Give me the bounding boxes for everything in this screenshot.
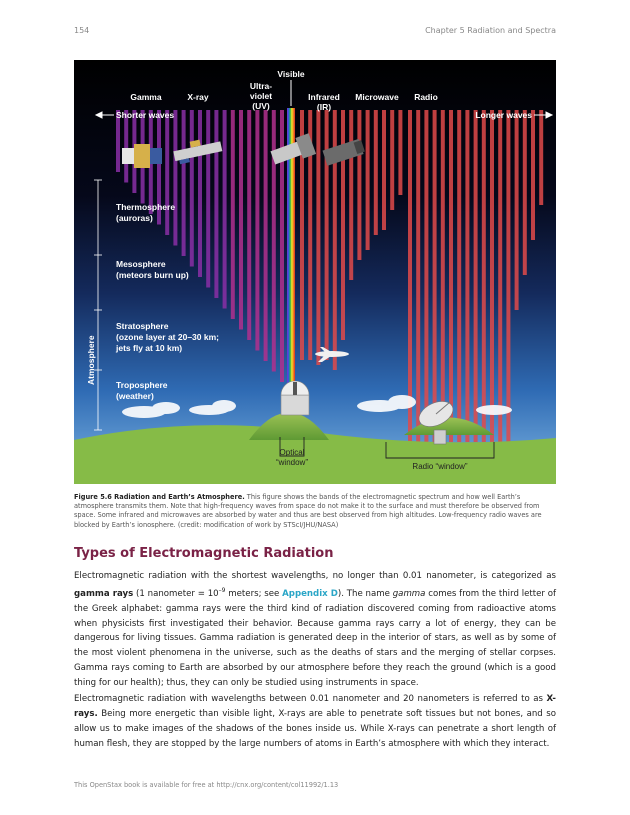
band-uv-3: (UV): [252, 101, 270, 111]
spectrum-stripe: [357, 110, 361, 260]
term-xrays: X-rays.: [74, 694, 556, 719]
appendix-d-link[interactable]: Appendix D: [282, 588, 338, 599]
spectrum-stripe: [182, 110, 186, 256]
spectrum-stripe: [457, 110, 461, 442]
spectrum-stripe: [441, 110, 445, 442]
spectrum-stripe: [408, 110, 412, 442]
spectrum-stripe: [449, 110, 453, 442]
spectrum-stripe: [272, 110, 276, 372]
spectrum-stripe: [198, 110, 202, 277]
section-title: Types of Electromagnetic Radiation: [74, 546, 334, 561]
spectrum-stripe: [506, 110, 510, 442]
stratosphere-label: Stratosphere: [116, 321, 169, 331]
spectrum-stripe: [239, 110, 243, 330]
spectrum-stripe: [490, 110, 494, 442]
spectrum-stripe: [173, 110, 177, 246]
band-uv-1: Ultra-: [249, 81, 273, 91]
spectrum-stripe: [316, 110, 320, 365]
para1-text-2: (1 nanometer = 10: [133, 588, 219, 599]
stratosphere-note-2: jets fly at 10 km): [116, 343, 183, 353]
para1-text-4: ). The name: [337, 588, 393, 599]
spectrum-stripe: [465, 110, 469, 442]
spectrum-stripe: [231, 110, 235, 319]
mesosphere-note: (meteors burn up): [116, 270, 189, 280]
mesosphere-label: Mesosphere: [116, 259, 166, 269]
para2-text-1: Electromagnetic radiation with wavelengths between 0.01 nanometer and 20 nanometers is referred to as: [74, 694, 547, 704]
figure-caption: [74, 493, 556, 530]
spectrum-stripe: [247, 110, 251, 340]
optical-window-label-1: Optical: [279, 448, 305, 457]
spectrum-stripe: [165, 110, 169, 235]
atmosphere-label: Atmosphere: [86, 335, 96, 385]
spectrum-stripe: [515, 110, 519, 310]
spectrum-stripe: [325, 110, 329, 360]
spectrum-stripe: [474, 110, 478, 442]
band-visible: Visible: [277, 69, 305, 79]
spectrum-stripe: [390, 110, 394, 210]
spectrum-stripe: [349, 110, 353, 280]
band-xray: X-ray: [187, 92, 209, 102]
radio-window-label: Radio “window”: [412, 462, 468, 471]
spectrum-stripe: [539, 110, 543, 205]
band-ir-2: (IR): [316, 102, 332, 112]
troposphere-note: (weather): [116, 391, 154, 401]
spectrum-stripe: [374, 110, 378, 235]
spectrum-stripe: [433, 110, 437, 442]
spectrum-stripe: [190, 110, 194, 267]
band-ir-1: Infrared: [308, 92, 340, 102]
spectrum-stripe: [124, 110, 128, 183]
optical-window-label-2: “window”: [275, 458, 309, 467]
caption-label: Figure 5.6 Radiation and Earth’s Atmosphere.: [74, 493, 245, 501]
spectrum-stripe: [223, 110, 227, 309]
term-gamma-italic: gamma: [392, 588, 426, 599]
spectrum-stripe: [498, 110, 502, 442]
paragraph-xray: [74, 692, 556, 752]
troposphere-label: Troposphere: [116, 380, 168, 390]
spectrum-stripe: [206, 110, 210, 288]
longer-waves-label: Longer waves: [475, 110, 532, 120]
spectrum-stripe: [482, 110, 486, 442]
spectrum-stripe: [398, 110, 402, 195]
para1-text-3: meters; see: [225, 588, 283, 599]
spectrum-stripe: [416, 110, 420, 442]
stratosphere-note-1: (ozone layer at 20–30 km;: [116, 332, 219, 342]
thermosphere-note: (auroras): [116, 213, 153, 223]
observatory-icon: [281, 381, 309, 415]
chapter-header: Chapter 5 Radiation and Spectra: [425, 26, 556, 35]
spectrum-stripe: [366, 110, 370, 250]
band-uv-2: violet: [249, 91, 273, 101]
band-gamma: Gamma: [130, 92, 162, 102]
para2-text-2: Being more energetic than visible light, X-rays are able to penetrate soft tissues but not bones, and so allow us to make images of the shadows of the bones inside us. While X-rays can penetrate a short length of human flesh, they are stopped by the large numbers of atoms in Earth’s atmosphere with which they interact.: [74, 708, 556, 749]
spectrum-stripe: [424, 110, 428, 442]
band-radio: Radio: [414, 92, 438, 102]
spectrum-stripe: [264, 110, 268, 361]
paragraph-gamma: [74, 569, 556, 691]
term-gamma-rays: gamma rays: [74, 588, 134, 599]
band-microwave: Microwave: [355, 92, 399, 102]
para1-exponent: –9: [218, 586, 226, 594]
page-number: 154: [74, 26, 90, 35]
spectrum-stripe: [214, 110, 218, 298]
para1-text-5: comes from the third letter of the Greek alphabet: gamma rays were the third kind of radiation discovered coming from radioactive atoms when physicists first investigated their behavior. Because gamma rays carry a lot of energy, they can be dangerous for living tissues. Gamma radiation is generated deep in the interior of stars, as well as by some of the most violent phenomena in the universe, such as the deaths of stars and the merging of stellar corpses. Gamma rays coming to Earth are absorbed by our atmosphere before they reach the ground (which is a good thing for our health); thus, they can only be studied using instruments in space.: [74, 588, 557, 689]
spectrum-stripe: [523, 110, 527, 275]
spectrum-stripe: [531, 110, 535, 240]
spectrum-stripe: [255, 110, 259, 351]
caption-text: This figure shows the bands of the electromagnetic spectrum and how well Earth’s atmosphere transmits them. Note that high-frequency waves from space do not make it to the surface and must therefore be observed from space. Some infrared and microwaves are absorbed by water and thus are best observed from high altitudes. Low-frequency radio waves are blocked by Earth’s ionosphere. (credit: modification of work by STScI/JHU/NASA): [74, 493, 542, 529]
page-footer: This OpenStax book is available for free at http://cnx.org/content/col11992/1.13: [74, 781, 339, 789]
para1-text-1: Electromagnetic radiation with the shortest wavelengths, no longer than 0.01 nanometer, is categorized as: [74, 571, 556, 581]
shorter-waves-label: Shorter waves: [116, 110, 175, 120]
spectrum-stripe: [382, 110, 386, 230]
thermosphere-label: Thermosphere: [116, 202, 176, 212]
figure-radiation-atmosphere: [74, 60, 556, 484]
